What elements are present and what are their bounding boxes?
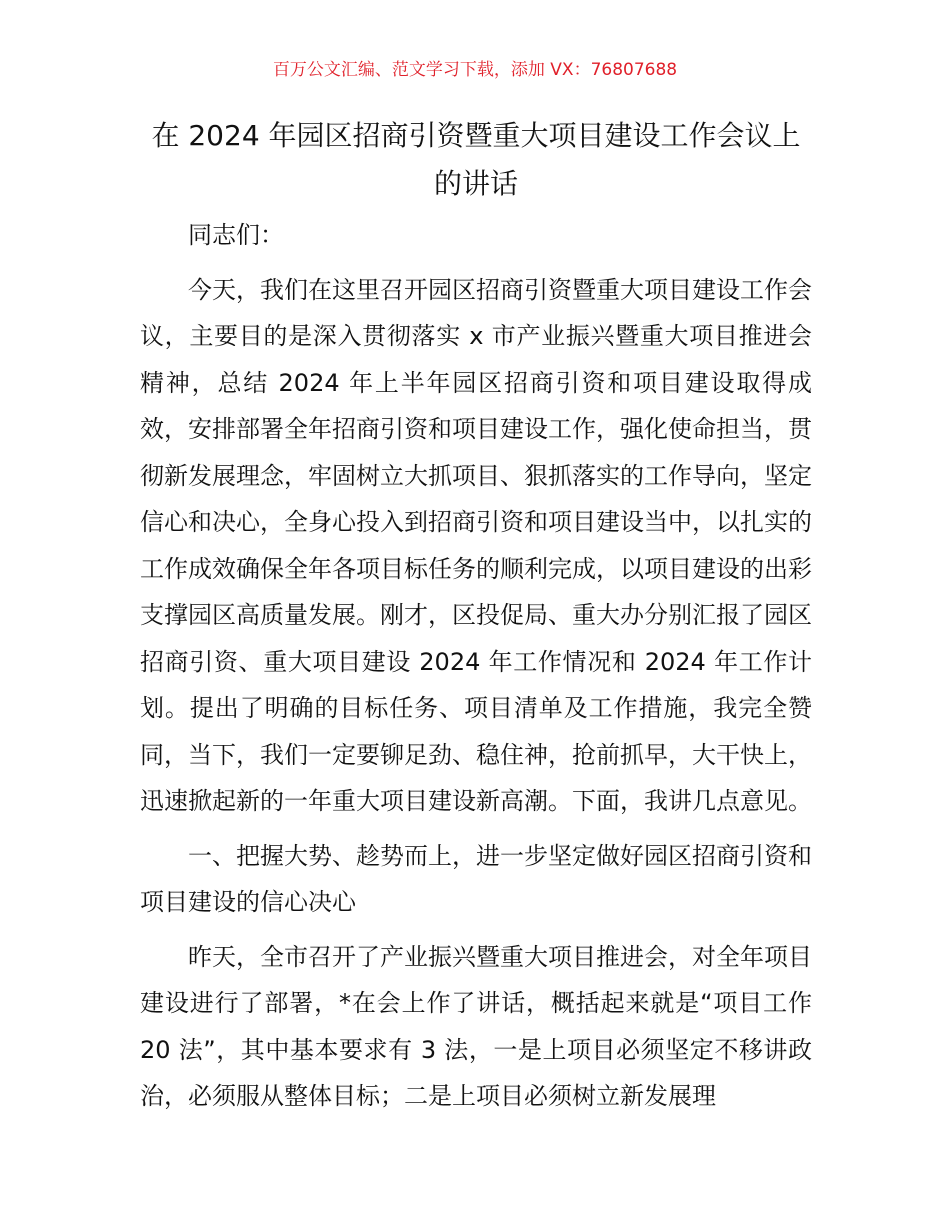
paragraph-section-1: 昨天，全市召开了产业振兴暨重大项目推进会，对全年项目建设进行了部署，*在会上作了讲话，概括起来就是“项目工作 20 法”，其中基本要求有 3 法，一是上项目必须坚定不移讲政治，必须服从整体目标；二是上项目必须树立新发展理 [140, 942, 812, 1110]
watermark-banner: 百万公文汇编、范文学习下载，添加 VX：76807688 [272, 60, 678, 80]
document-title: 在 2024 年园区招商引资暨重大项目建设工作会议上的讲话 [151, 119, 801, 200]
greeting: 同志们： [188, 221, 284, 249]
section-heading-1: 一、把握大势、趁势而上，进一步坚定做好园区招商引资和项目建设的信心决心 [140, 841, 812, 916]
paragraph-intro: 今天，我们在这里召开园区招商引资暨重大项目建设工作会议，主要目的是深入贯彻落实 x 市产业振兴暨重大项目推进会精神，总结 2024 年上半年园区招商引资和项目建设取得成效，安排部署全年招商引资和项目建设工作，强化使命担当，贯彻新发展理念，牢固树立大抓项目、狠抓落实的工作导向，坚定信心和决心，全身心投入到招商引资和项目建设当中，以扎实的工作成效确保全年各项目标任务的顺利完成，以项目建设的出彩支撑园区高质量发展。刚才，区投促局、重大办分别汇报了园区招商引资、重大项目建设 2024 年工作情况和 2024 年工作计划。提出了明确的目标任务、项目清单及工作措施，我完全赞同，当下，我们一定要铆足劲、稳住神，抢前抓早，大干快上，迅速掀起新的一年重大项目建设新高潮。下面，我讲几点意见。 [140, 275, 812, 815]
document-body [140, 212, 812, 1120]
